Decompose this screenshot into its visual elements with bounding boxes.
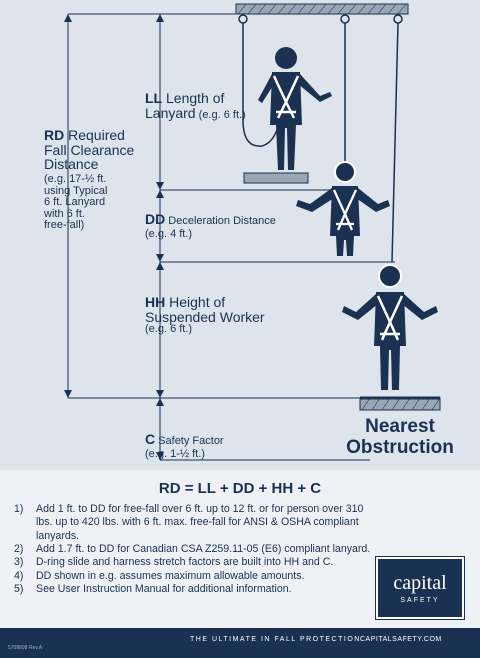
note-number: 1) (14, 503, 24, 515)
dd-code: DD (145, 211, 166, 227)
tagline: THE ULTIMATE IN FALL PROTECTION (190, 636, 361, 643)
note-number: 5) (14, 583, 24, 596)
rd-line1: Required (64, 127, 125, 143)
rd-code: RD (44, 127, 65, 143)
dd-line1: Deceleration Distance (165, 215, 276, 227)
rd-note2: using Typical (44, 184, 108, 197)
dd-label-block (145, 212, 305, 240)
hh-label-block (145, 295, 295, 336)
note-item (14, 503, 374, 543)
anchorage-beam (236, 4, 408, 23)
rd-line2: Fall Clearance (44, 141, 135, 158)
note-item (14, 583, 374, 596)
hh-line2: Suspended Worker (145, 308, 265, 325)
note-number: 2) (14, 543, 24, 556)
logo-subword: SAFETY (400, 596, 440, 604)
note-text: DD shown in e.g. assumes maximum allowable amounts. (36, 569, 305, 582)
ll-code: LL (145, 90, 163, 106)
worker-decelerating (296, 162, 390, 256)
nearest-obstruction-label (340, 417, 460, 459)
notes-list (14, 503, 374, 596)
hh-line1: Height of (165, 294, 226, 310)
note-item (14, 543, 374, 556)
rd-note4: with 6 ft. (44, 207, 85, 220)
worker-suspended (342, 265, 438, 390)
obstruction-line2: Obstruction (346, 436, 454, 458)
c-code: C (145, 431, 156, 447)
c-line1: Safety Factor (155, 435, 224, 447)
dd-note: (e.g. 4 ft.) (145, 227, 193, 240)
rd-label-block (44, 128, 154, 232)
c-note: (e.g. 1-½ ft.) (145, 447, 205, 460)
ll-note: (e.g. 6 ft.) (195, 108, 246, 121)
note-text: See User Instruction Manual for additional information. (36, 583, 292, 596)
ll-label-block (145, 91, 265, 122)
note-text: Add 1.7 ft. to DD for Canadian CSA Z259.11-05 (E6) compliant lanyard. (36, 543, 371, 556)
ll-line1: Length of (162, 90, 225, 106)
capital-safety-logo (376, 557, 464, 619)
note-number: 3) (14, 556, 24, 569)
note-item (14, 556, 374, 569)
rd-note1: (e.g. 17-½ ft. (44, 173, 107, 186)
document-code: 5708698 Rev.A (8, 645, 43, 651)
website-link[interactable]: CAPITALSAFETY.COM (360, 636, 442, 643)
note-text: D-ring slide and harness stretch factors are built into HH and C. (36, 556, 334, 569)
formula: RD = LL + DD + HH + C (158, 480, 322, 497)
obstruction-line1: Nearest (365, 416, 435, 437)
hh-code: HH (145, 294, 166, 310)
note-item (14, 570, 374, 583)
rd-line3: Distance (44, 156, 99, 173)
rd-note5: free-fall) (44, 219, 85, 232)
ll-line2: Lanyard (145, 104, 196, 121)
footer-bar (0, 628, 480, 658)
hh-note: (e.g. 6 ft.) (145, 323, 193, 336)
obstruction-slab (360, 398, 440, 410)
logo-word: capital (393, 571, 447, 594)
rd-note3: 6 ft. Lanyard (44, 196, 106, 209)
note-number: 4) (14, 569, 24, 582)
c-label-block (145, 432, 295, 460)
note-text: Add 1 ft. to DD for free-fall over 6 ft. up to 12 ft. or for person over 310 lbs. up to 420 lbs. with 6 ft. max. free-fall for ANSI & OSHA compliant lanyards. (36, 503, 364, 542)
